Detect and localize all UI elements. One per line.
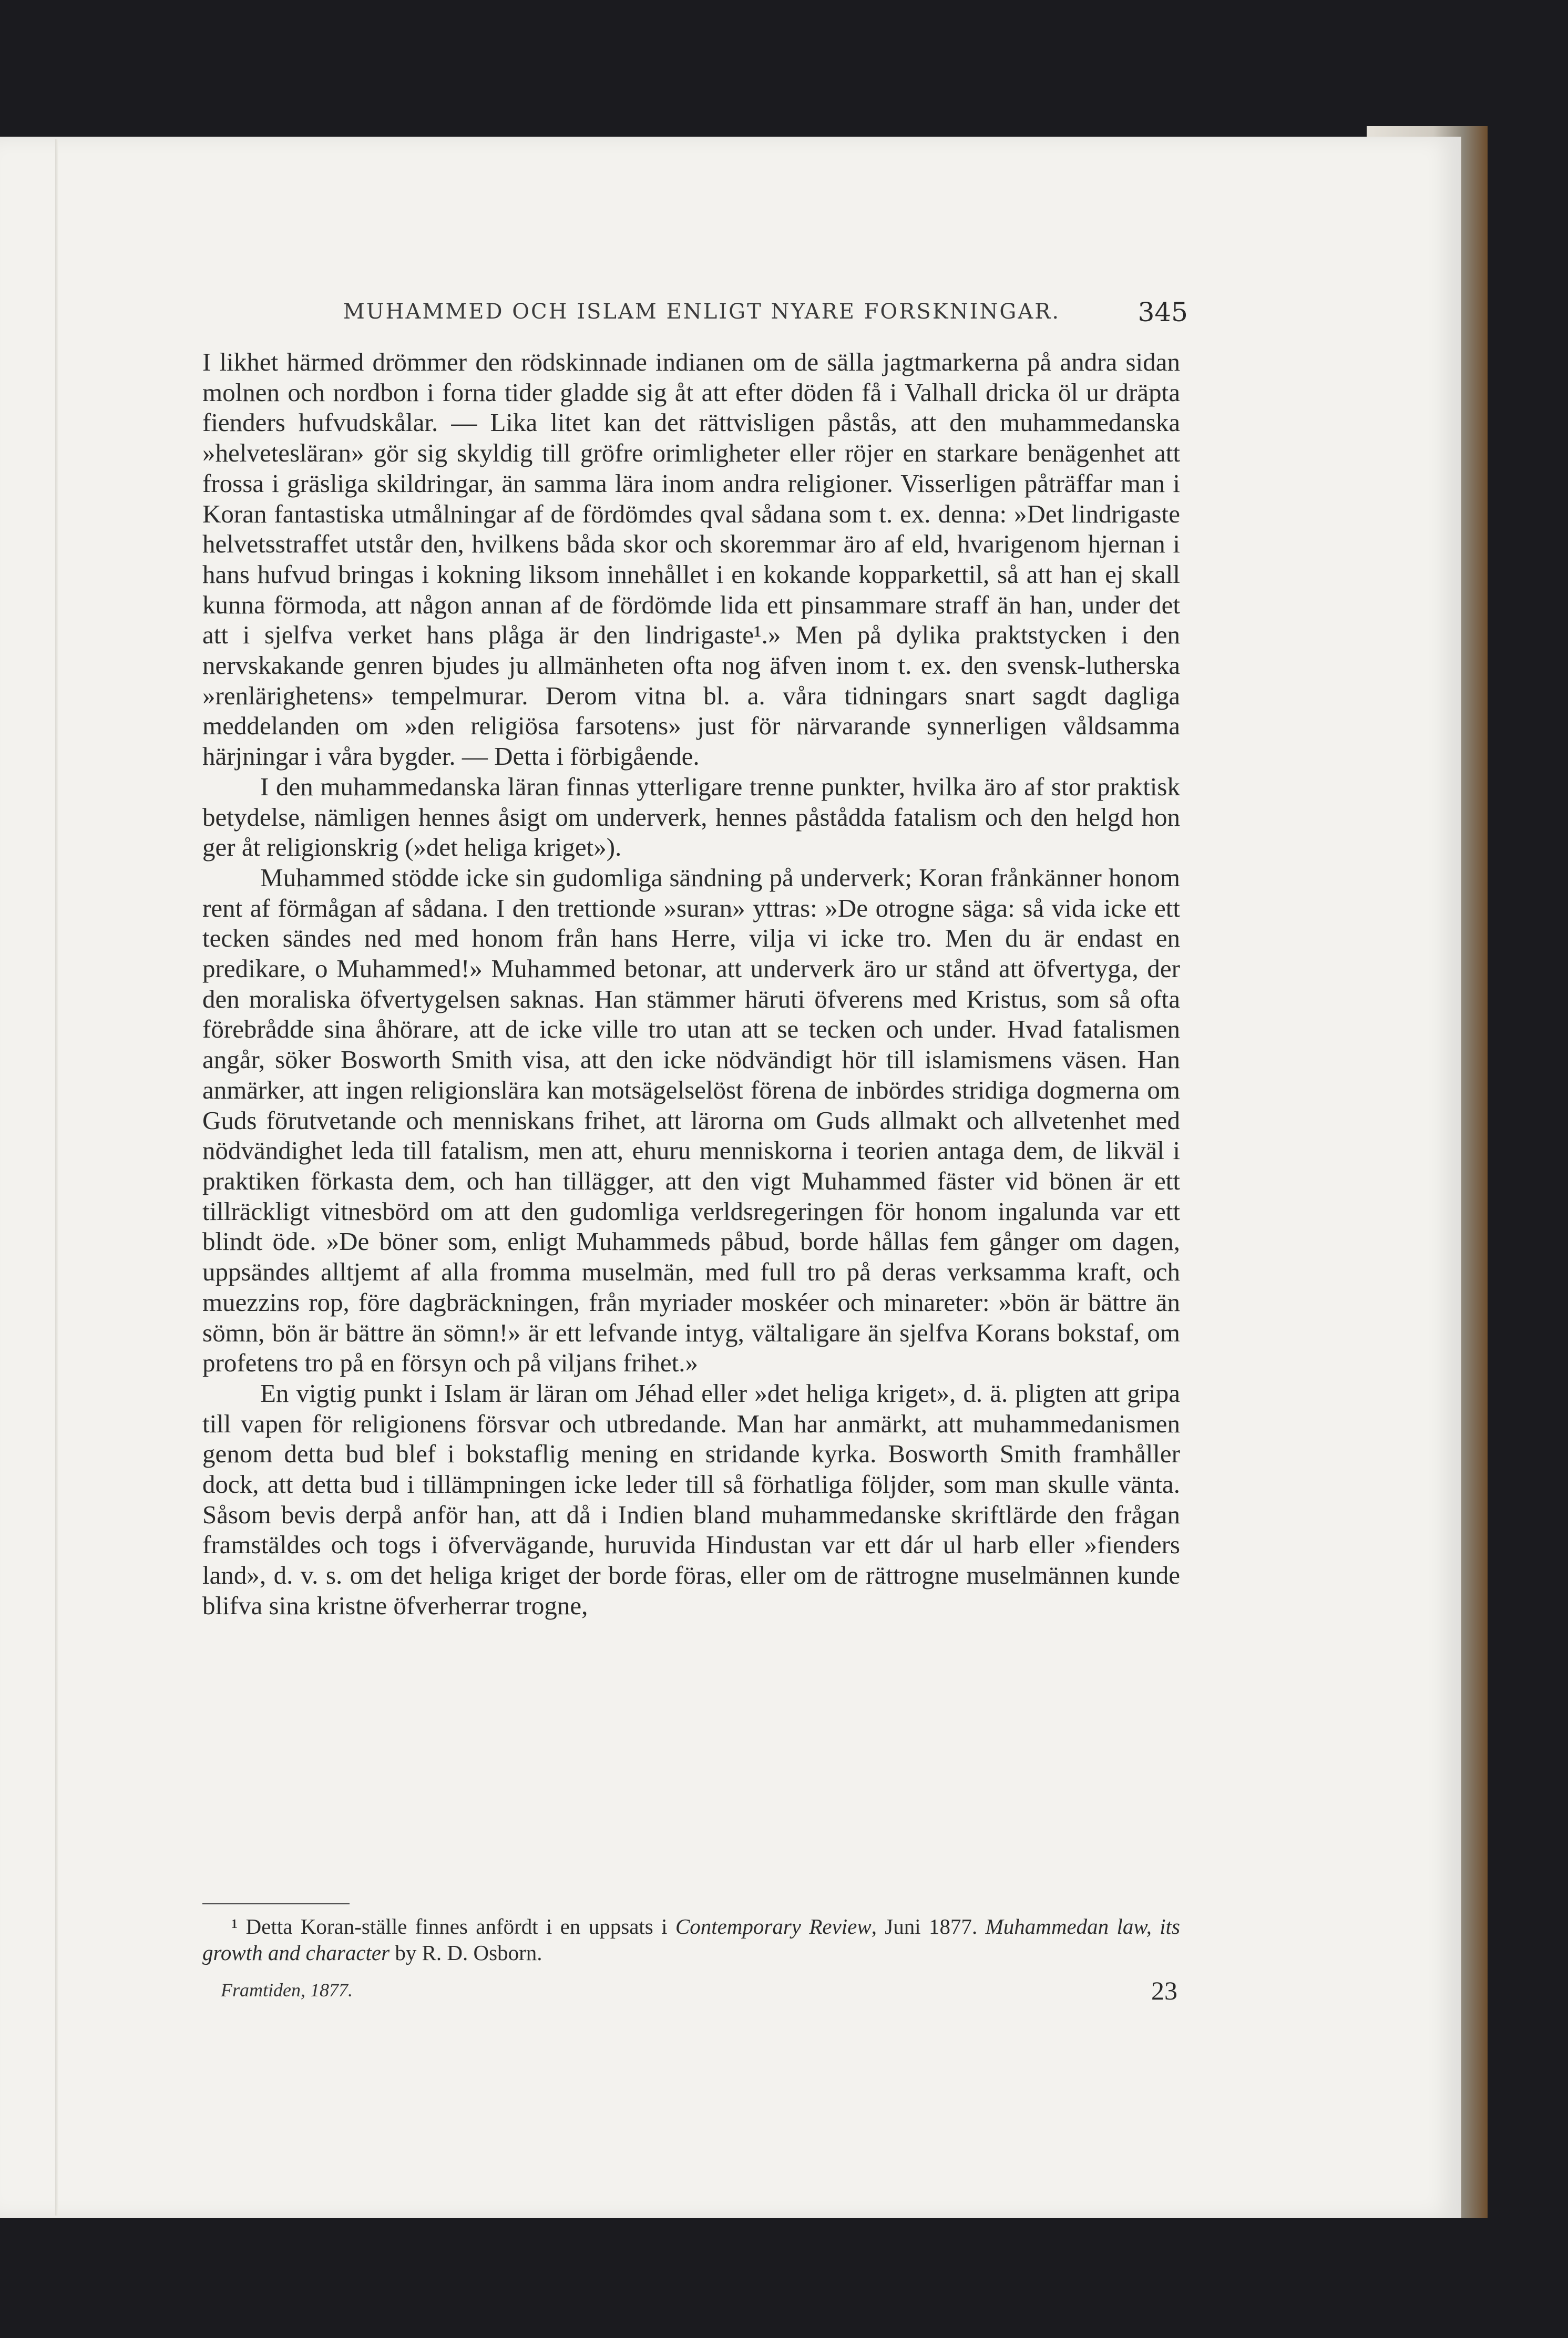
body-text: [202, 347, 1180, 1621]
signature-number: 23: [1151, 1976, 1177, 2005]
footnote-text-end: by R. D. Osborn.: [390, 1941, 542, 1965]
footnote-rule: [202, 1903, 350, 1904]
signature-mark: Framtiden, 1877.: [221, 1980, 353, 2001]
footnote-marker: ¹: [231, 1914, 238, 1939]
paragraph: Muhammed stödde icke sin gudomliga sändning på underverk; Koran frånkänner honom rent af förmågan af sådana. I den trettionde »suran» yttras: »De otrogne säga: så vida icke ett tecken sändes ned med honom från hans Herre, vilja vi icke tro. Men du är endast en predikare, o Muhammed!» Muhammed betonar, att underverk äro ur stånd att öfvertyga, der den moraliska öfvertygelsen saknas. Han stämmer häruti öfverens med Kristus, som så ofta förebrådde sina åhörare, att de icke ville tro utan att se tecken och under. Hvad fatalismen angår, söker Bosworth Smith visa, att den icke nödvändigt hör till islamismens väsen. Han anmärker, att ingen religionslära kan motsägelselöst förena de inbördes stridiga dogmerna om Guds förutvetande och menniskans frihet, att lärorna om Guds allmakt och allvetenhet med nödvändighet leda till fatalism, men att, ehuru menniskorna i teorien antaga dem, de likväl i praktiken förkasta dem, och han tillägger, att den vigt Muhammed fäster vid bönen är ett tillräckligt vitnesbörd om att den gudomliga verldsregeringen för honom ingalunda var ett blindt öde. »De böner som, enligt Muhammeds påbud, borde hållas fem gånger om dagen, uppsändes alltjemt af alla fromma muselmän, med full tro på deras verksamma kraft, och muezzins rop, före dagbräckningen, från myriader moskéer och minareter: »bön är bättre än sömn, bön är bättre än sömn!» är ett lefvande intyg, vältaligare än sjelfva Korans bokstaf, om profetens tro på en försyn och på viljans frihet.»: [202, 863, 1180, 1378]
page-number: 345: [1137, 297, 1188, 327]
running-title: MUHAMMED OCH ISLAM ENLIGT NYARE FORSKNINGAR.: [343, 300, 1061, 324]
paragraph: En vigtig punkt i Islam är läran om Jéhad eller »det heliga kriget», d. ä. pligten att gripa till vapen för religionens försvar och utbredande. Man har anmärkt, att muhammedanismen genom detta bud blef i bokstaflig mening en stridande kyrka. Bosworth Smith framhåller dock, att detta bud i tillämpningen icke leder till så förhatliga följder, som man skulle vänta. Såsom bevis derpå anför han, att då i Indien bland muhammedanske skriftlärde den frågan framstäldes och togs i öfvervägande, huruvida Hindustan var ett dár ul harb eller »fienders land», d. v. s. om det heliga kriget der borde föras, eller om de rättrogne muselmännen kunde blifva sina kristne öfverherrar trogne,: [202, 1378, 1180, 1620]
footnote-text-mid: , Juni 1877.: [871, 1914, 986, 1939]
paragraph: I den muhammedanska läran finnas ytterligare trenne punkter, hvilka äro af stor praktisk betydelse, nämligen hennes åsigt om underverk, hennes påstådda fatalism och den helgd hon ger åt religionskrig (»det heliga kriget»).: [202, 772, 1180, 862]
paragraph: I likhet härmed drömmer den rödskinnade indianen om de sälla jagtmarkerna på andra sidan molnen och nordbon i forna tider gladde sig åt att efter döden få i Valhall dricka öl ur dräpta fienders hufvudskålar. — Lika litet kan det rättvisligen påstås, att den muhammedanska »helvetesläran» gör sig skyldig till gröfre orimligheter eller röjer en starkare benägenhet att frossa i gräsliga skildringar, än samma lära inom andra religioner. Visserligen påträffar man i Koran fantastiska utmålningar af de fördömdes qval sådana som t. ex. denna: »Det lindrigaste helvetsstraffet utstår den, hvilkens båda skor och skoremmar äro af eld, hvarigenom hjernan i hans hufvud bringas i kokning liksom innehållet i en kokande kopparkettil, så att han ej skall kunna förmoda, att någon annan af de fördömde lida ett pinsammare straff än han, under det att i sjelfva verket hans plåga är den lindrigaste¹.» Men på dylika praktstycken i den nervskakande genren bjudes ju allmänheten ofta nog äfven inom t. ex. den svensk-lutherska »renlärighetens» tempelmurar. Derom vitna bl. a. våra tidningars snart sagdt dagliga meddelanden om »den religiösa farsotens» just för närvarande synnerligen våldsamma härjningar i våra bygder. — Detta i förbigående.: [202, 347, 1180, 771]
footnote: [202, 1913, 1180, 1966]
footnote-work: Muhammedan law, its growth and character: [202, 1914, 1181, 1965]
footnote-text-start: Detta Koran-ställe finnes anfördt i en uppsats i: [245, 1914, 675, 1939]
page-gutter: [55, 139, 58, 2216]
footnote-journal: Contemporary Review: [675, 1914, 872, 1939]
